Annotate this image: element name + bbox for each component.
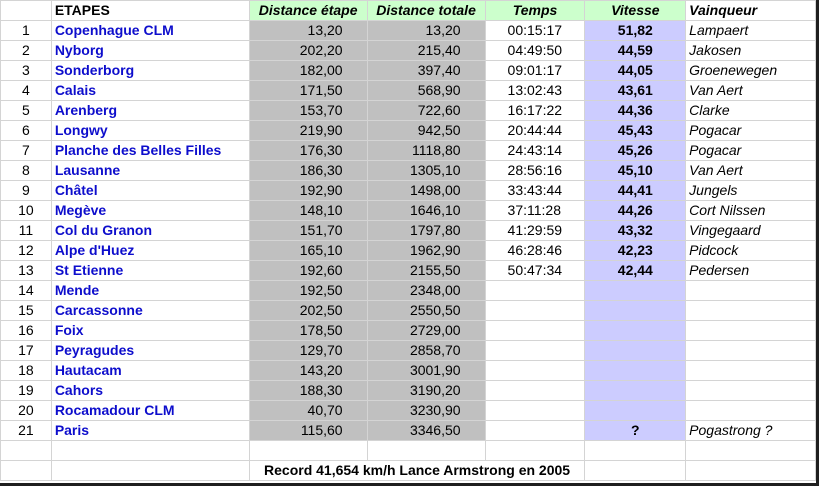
header-vitesse[interactable]: Vitesse (585, 1, 686, 21)
stage-number-cell[interactable]: 20 (1, 401, 52, 421)
stage-number-cell[interactable]: 5 (1, 101, 52, 121)
winner-cell[interactable]: Vingegaard (686, 221, 816, 241)
total-distance-cell[interactable]: 2550,50 (367, 301, 485, 321)
speed-cell[interactable]: 44,36 (585, 101, 686, 121)
stage-number-cell[interactable]: 1 (1, 21, 52, 41)
header-etapes[interactable]: ETAPES (51, 1, 249, 21)
stage-number-cell[interactable]: 12 (1, 241, 52, 261)
table-row (1, 321, 816, 341)
time-cell[interactable] (485, 381, 585, 401)
empty-cell[interactable] (367, 441, 485, 461)
time-cell[interactable]: 13:02:43 (485, 81, 585, 101)
header-distance-etape[interactable]: Distance étape (249, 1, 367, 21)
time-cell[interactable]: 09:01:17 (485, 61, 585, 81)
stage-number-cell[interactable]: 4 (1, 81, 52, 101)
winner-cell[interactable] (686, 361, 816, 381)
winner-cell[interactable] (686, 321, 816, 341)
empty-cell[interactable] (686, 461, 816, 481)
speed-cell[interactable]: 42,44 (585, 261, 686, 281)
speed-cell[interactable]: 45,10 (585, 161, 686, 181)
empty-cell[interactable] (686, 441, 816, 461)
winner-cell[interactable] (686, 401, 816, 421)
speed-cell[interactable]: 45,43 (585, 121, 686, 141)
total-distance-cell[interactable]: 3346,50 (367, 421, 485, 441)
speed-cell[interactable]: 44,05 (585, 61, 686, 81)
time-cell[interactable] (485, 401, 585, 421)
time-cell[interactable] (485, 341, 585, 361)
stage-distance-cell[interactable]: 153,70 (249, 101, 367, 121)
table-row (1, 401, 816, 421)
winner-cell[interactable]: Pogacar (686, 141, 816, 161)
stage-name-cell[interactable]: Copenhague CLM (51, 21, 249, 41)
winner-cell[interactable]: Groenewegen (686, 61, 816, 81)
winner-cell[interactable]: Clarke (686, 101, 816, 121)
table-row (1, 181, 816, 201)
stage-number-cell[interactable]: 18 (1, 361, 52, 381)
stage-number-cell[interactable]: 21 (1, 421, 52, 441)
stage-name-cell[interactable]: Peyragudes (51, 341, 249, 361)
empty-cell[interactable] (1, 461, 52, 481)
winner-cell[interactable]: Cort Nilssen (686, 201, 816, 221)
winner-cell[interactable]: Van Aert (686, 81, 816, 101)
total-distance-cell[interactable]: 13,20 (367, 21, 485, 41)
winner-cell[interactable]: Jungels (686, 181, 816, 201)
stage-distance-cell[interactable]: 186,30 (249, 161, 367, 181)
table-row (1, 21, 816, 41)
total-distance-cell[interactable]: 722,60 (367, 101, 485, 121)
stage-number-cell[interactable]: 9 (1, 181, 52, 201)
time-cell[interactable] (485, 361, 585, 381)
table-row (1, 121, 816, 141)
table-row (1, 241, 816, 261)
speed-cell[interactable]: 51,82 (585, 21, 686, 41)
winner-cell[interactable]: Pogastrong ? (686, 421, 816, 441)
stage-name-cell[interactable]: St Etienne (51, 261, 249, 281)
stage-distance-cell[interactable]: 176,30 (249, 141, 367, 161)
speed-cell[interactable] (585, 341, 686, 361)
empty-cell[interactable] (585, 461, 686, 481)
total-distance-cell[interactable]: 2729,00 (367, 321, 485, 341)
time-cell[interactable]: 20:44:44 (485, 121, 585, 141)
table-row (1, 301, 816, 321)
empty-cell[interactable] (1, 441, 52, 461)
stage-name-cell[interactable]: Hautacam (51, 361, 249, 381)
winner-cell[interactable] (686, 301, 816, 321)
time-cell[interactable] (485, 321, 585, 341)
total-distance-cell[interactable]: 2155,50 (367, 261, 485, 281)
speed-cell[interactable]: 44,41 (585, 181, 686, 201)
speed-cell[interactable] (585, 401, 686, 421)
record-row (1, 461, 816, 481)
stage-name-cell[interactable]: Col du Granon (51, 221, 249, 241)
winner-cell[interactable] (686, 381, 816, 401)
stage-number-cell[interactable]: 14 (1, 281, 52, 301)
stage-distance-cell[interactable]: 188,30 (249, 381, 367, 401)
time-cell[interactable]: 16:17:22 (485, 101, 585, 121)
table-row (1, 61, 816, 81)
stage-number-cell[interactable]: 2 (1, 41, 52, 61)
stage-name-cell[interactable]: Lausanne (51, 161, 249, 181)
time-cell[interactable]: 41:29:59 (485, 221, 585, 241)
time-cell[interactable]: 04:49:50 (485, 41, 585, 61)
speed-cell[interactable] (585, 301, 686, 321)
table-row (1, 161, 816, 181)
stage-number-cell[interactable]: 3 (1, 61, 52, 81)
total-distance-cell[interactable]: 1646,10 (367, 201, 485, 221)
header-distance-totale[interactable]: Distance totale (367, 1, 485, 21)
stage-name-cell[interactable]: Planche des Belles Filles (51, 141, 249, 161)
stage-name-cell[interactable]: Arenberg (51, 101, 249, 121)
stage-name-cell[interactable]: Mende (51, 281, 249, 301)
stage-distance-cell[interactable]: 115,60 (249, 421, 367, 441)
empty-cell[interactable] (51, 461, 249, 481)
stage-distance-cell[interactable]: 202,50 (249, 301, 367, 321)
table-row (1, 261, 816, 281)
speed-cell[interactable] (585, 321, 686, 341)
stage-name-cell[interactable]: Megève (51, 201, 249, 221)
stage-distance-cell[interactable]: 151,70 (249, 221, 367, 241)
total-distance-cell[interactable]: 1962,90 (367, 241, 485, 261)
table-row (1, 81, 816, 101)
stage-distance-cell[interactable]: 192,90 (249, 181, 367, 201)
stage-name-cell[interactable]: Cahors (51, 381, 249, 401)
total-distance-cell[interactable]: 1498,00 (367, 181, 485, 201)
total-distance-cell[interactable]: 215,40 (367, 41, 485, 61)
stage-distance-cell[interactable]: 182,00 (249, 61, 367, 81)
stage-name-cell[interactable]: Paris (51, 421, 249, 441)
total-distance-cell[interactable]: 568,90 (367, 81, 485, 101)
stage-distance-cell[interactable]: 40,70 (249, 401, 367, 421)
total-distance-cell[interactable]: 3230,90 (367, 401, 485, 421)
stage-name-cell[interactable]: Sonderborg (51, 61, 249, 81)
winner-cell[interactable] (686, 281, 816, 301)
stage-distance-cell[interactable]: 178,50 (249, 321, 367, 341)
stage-distance-cell[interactable]: 219,90 (249, 121, 367, 141)
header-temps[interactable]: Temps (485, 1, 585, 21)
stage-number-cell[interactable]: 15 (1, 301, 52, 321)
speed-cell[interactable] (585, 381, 686, 401)
speed-cell[interactable]: ? (585, 421, 686, 441)
table-row (1, 221, 816, 241)
speed-cell[interactable]: 43,61 (585, 81, 686, 101)
winner-cell[interactable] (686, 341, 816, 361)
stage-name-cell[interactable]: Rocamadour CLM (51, 401, 249, 421)
stage-number-cell[interactable]: 11 (1, 221, 52, 241)
record-note[interactable]: Record 41,654 km/h Lance Armstrong en 2005 (249, 461, 585, 481)
stage-distance-cell[interactable]: 192,50 (249, 281, 367, 301)
winner-cell[interactable]: Pedersen (686, 261, 816, 281)
winner-cell[interactable]: Pogacar (686, 121, 816, 141)
total-distance-cell[interactable]: 1797,80 (367, 221, 485, 241)
stage-number-cell[interactable]: 8 (1, 161, 52, 181)
speed-cell[interactable]: 44,59 (585, 41, 686, 61)
stage-number-cell[interactable]: 16 (1, 321, 52, 341)
time-cell[interactable]: 33:43:44 (485, 181, 585, 201)
speed-cell[interactable]: 42,23 (585, 241, 686, 261)
time-cell[interactable] (485, 301, 585, 321)
stage-distance-cell[interactable]: 148,10 (249, 201, 367, 221)
winner-cell[interactable]: Lampaert (686, 21, 816, 41)
table-row (1, 361, 816, 381)
header-row (1, 1, 816, 21)
stage-number-cell[interactable]: 13 (1, 261, 52, 281)
stage-number-cell[interactable]: 19 (1, 381, 52, 401)
total-distance-cell[interactable]: 1118,80 (367, 141, 485, 161)
stage-distance-cell[interactable]: 13,20 (249, 21, 367, 41)
stage-number-cell[interactable]: 17 (1, 341, 52, 361)
speed-cell[interactable]: 44,26 (585, 201, 686, 221)
stage-distance-cell[interactable]: 171,50 (249, 81, 367, 101)
stage-distance-cell[interactable]: 143,20 (249, 361, 367, 381)
time-cell[interactable] (485, 421, 585, 441)
time-cell[interactable]: 24:43:14 (485, 141, 585, 161)
total-distance-cell[interactable]: 2348,00 (367, 281, 485, 301)
time-cell[interactable]: 00:15:17 (485, 21, 585, 41)
time-cell[interactable]: 46:28:46 (485, 241, 585, 261)
total-distance-cell[interactable]: 3190,20 (367, 381, 485, 401)
total-distance-cell[interactable]: 1305,10 (367, 161, 485, 181)
total-distance-cell[interactable]: 3001,90 (367, 361, 485, 381)
table-row (1, 381, 816, 401)
empty-row (1, 441, 816, 461)
table-row (1, 101, 816, 121)
table-row (1, 141, 816, 161)
winner-cell[interactable]: Pidcock (686, 241, 816, 261)
stage-name-cell[interactable]: Alpe d'Huez (51, 241, 249, 261)
stage-name-cell[interactable]: Calais (51, 81, 249, 101)
table-row (1, 41, 816, 61)
table-row (1, 421, 816, 441)
stage-distance-cell[interactable]: 129,70 (249, 341, 367, 361)
time-cell[interactable]: 37:11:28 (485, 201, 585, 221)
header-vainqueur[interactable]: Vainqueur (686, 1, 816, 21)
time-cell[interactable]: 28:56:16 (485, 161, 585, 181)
table-row (1, 341, 816, 361)
speed-cell[interactable] (585, 281, 686, 301)
stage-name-cell[interactable]: Foix (51, 321, 249, 341)
stage-distance-cell[interactable]: 165,10 (249, 241, 367, 261)
winner-cell[interactable]: Jakosen (686, 41, 816, 61)
empty-cell[interactable] (485, 441, 585, 461)
time-cell[interactable] (485, 281, 585, 301)
stage-name-cell[interactable]: Longwy (51, 121, 249, 141)
table-row (1, 201, 816, 221)
empty-cell[interactable] (51, 441, 249, 461)
table-row (1, 281, 816, 301)
total-distance-cell[interactable]: 397,40 (367, 61, 485, 81)
speed-cell[interactable] (585, 361, 686, 381)
speed-cell[interactable]: 43,32 (585, 221, 686, 241)
total-distance-cell[interactable]: 2858,70 (367, 341, 485, 361)
total-distance-cell[interactable]: 942,50 (367, 121, 485, 141)
stage-name-cell[interactable]: Nyborg (51, 41, 249, 61)
winner-cell[interactable]: Van Aert (686, 161, 816, 181)
stage-number-cell[interactable]: 6 (1, 121, 52, 141)
stage-name-cell[interactable]: Carcassonne (51, 301, 249, 321)
stage-number-cell[interactable]: 10 (1, 201, 52, 221)
stage-distance-cell[interactable]: 192,60 (249, 261, 367, 281)
empty-cell[interactable] (585, 441, 686, 461)
time-cell[interactable]: 50:47:34 (485, 261, 585, 281)
stage-name-cell[interactable]: Châtel (51, 181, 249, 201)
speed-cell[interactable]: 45,26 (585, 141, 686, 161)
stage-distance-cell[interactable]: 202,20 (249, 41, 367, 61)
corner-cell[interactable] (1, 1, 52, 21)
stage-number-cell[interactable]: 7 (1, 141, 52, 161)
empty-cell[interactable] (249, 441, 367, 461)
